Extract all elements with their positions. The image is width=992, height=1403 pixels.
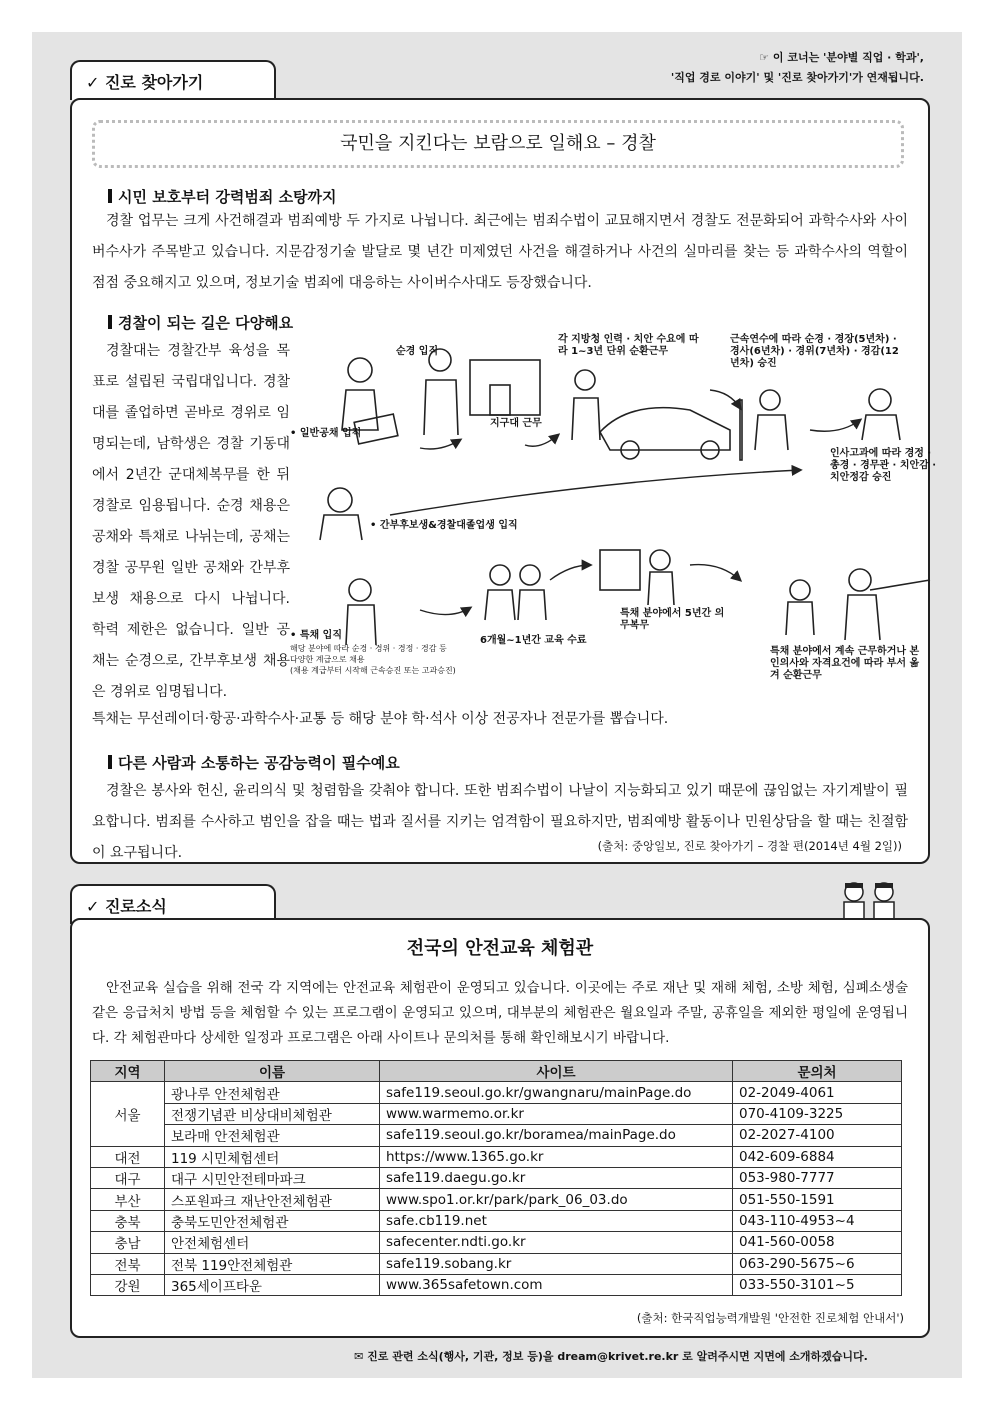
table-row [91, 1232, 902, 1253]
cell-region: 강원 [91, 1274, 165, 1295]
cell-contact: 051-550-1591 [733, 1189, 902, 1210]
label-5yr: 특채 분야에서 5년간 의무복무 [620, 608, 725, 631]
label-teukchae-note2: 다양한 계급으로 채용 [290, 655, 365, 664]
label-after: 특채 분야에서 계속 근무하거나 본인의사와 자격요건에 따라 부서 옮겨 순환근무 [770, 646, 920, 681]
table-row [91, 1210, 902, 1231]
cell-contact: 033-550-3101~5 [733, 1274, 902, 1295]
table-row [91, 1103, 902, 1124]
cell-region: 대구 [91, 1167, 165, 1188]
career-article-box [70, 98, 937, 864]
tab-career-news: ✓ 진로소식 [70, 884, 276, 924]
paragraph-police-university: 경찰대는 경찰간부 육성을 목표로 설립된 국립대입니다. 경찰대를 졸업하면 곧바로 경위로 임명되는데, 남학생은 경찰 기동대에서 2년간 군대체복무를 한 뒤 경찰로 임용됩니다. 순경 채용은 공채와 특채로 나뉘는데, 공채는 경찰 공무원 일반 공채와 간부후보생 채용으로 다시 나뉩니다. 학력 제한은 없습니다. 일반 공채는 순경으로, 간부후보생 채용은 경위로 임명됩니다. [92, 343, 290, 700]
cell-name: 보라매 안전체험관 [165, 1125, 380, 1146]
cell-contact: 02-2027-4100 [733, 1125, 902, 1146]
source-krivet: (출처: 한국직업능력개발원 '안전한 진로체험 안내서') [636, 1311, 904, 1325]
source-joongang: (출처: 중앙일보, 진로 찾아가기 – 경찰 편(2014년 4월 2일)) [597, 839, 902, 853]
table-row [91, 1189, 902, 1210]
cell-contact: 053-980-7777 [733, 1167, 902, 1188]
cell-name: 119 시민체험센터 [165, 1146, 380, 1167]
label-teukchae-note1: 해당 분야에 따라 순경 · 경위 · 경정 · 경감 등 [290, 644, 447, 653]
paragraph-police-work: 경찰 업무는 크게 사건해결과 범죄예방 두 가지로 나뉩니다. 최근에는 범죄수법이 교묘해지면서 경찰도 전문화되어 과학수사와 사이버수사가 주목받고 있습니다. 지문감정기술 발달로 몇 년간 미제였던 사건을 해결하거나 사건의 실마리를 찾는 등 과학수사의 역할이 점점 중요해지고 있으며, 정보기술 범죄에 대응하는 사이버수사대도 등장했습니다. [92, 213, 908, 291]
label-ganbu: • 간부후보생&경찰대졸업생 입직 [370, 520, 518, 531]
label-jigudae: 지구대 근무 [490, 418, 542, 429]
cell-name: 전북 119안전체험관 [165, 1253, 380, 1274]
table-row [91, 1146, 902, 1167]
header-contact: 문의처 [733, 1061, 902, 1082]
table-row [91, 1167, 902, 1188]
label-ilban: • 일반공채 입직 [290, 428, 362, 439]
cell-site[interactable]: safe119.seoul.go.kr/gwangnaru/mainPage.do [380, 1082, 733, 1103]
tab-career-search: ✓ 진로 찾아가기 [70, 60, 276, 100]
label-sungyeong: 순경 입직 [396, 346, 439, 357]
heading-paths: 경찰이 되는 길은 다양해요 [108, 312, 293, 333]
cell-site[interactable]: safe119.daegu.go.kr [380, 1167, 733, 1188]
header-name: 이름 [165, 1061, 380, 1082]
label-geunsok: 근속연수에 따라 순경 · 경장(5년차) · 경사(6년차) · 경위(7년차) · 경감(12년차) 승진 [730, 334, 899, 369]
label-teukchae: • 특채 입직 [290, 630, 342, 641]
cell-name: 365세이프타운 [165, 1274, 380, 1295]
career-news-box [70, 918, 930, 1338]
cell-region: 대전 [91, 1146, 165, 1167]
footer-contact-note: ✉ 진로 관련 소식(행사, 기관, 정보 등)을 dream@krivet.re.kr 로 알려주시면 지면에 소개하겠습니다. [354, 1350, 868, 1363]
article-title: 국민을 지킨다는 보람으로 일해요 – 경찰 [92, 120, 904, 168]
heading-citizen-protection: 시민 보호부터 강력범죄 소탕까지 [108, 186, 337, 207]
table-row [91, 1274, 902, 1295]
table-row [91, 1125, 902, 1146]
table-row [91, 1253, 902, 1274]
cell-site[interactable]: safe119.seoul.go.kr/boramea/mainPage.do [380, 1125, 733, 1146]
cell-name: 광나루 안전체험관 [165, 1082, 380, 1103]
cell-name: 안전체험센터 [165, 1232, 380, 1253]
cell-contact: 02-2049-4061 [733, 1082, 902, 1103]
corner-note: ☞ 이 코너는 '분야별 직업 · 학과', '직업 경로 이야기' 및 '진로 찾아가기'가 연재됩니다. [670, 51, 924, 84]
cell-site[interactable]: safe.cb119.net [380, 1210, 733, 1231]
header-site: 사이트 [380, 1061, 733, 1082]
table-header-row [91, 1061, 902, 1082]
cell-site[interactable]: www.spo1.or.kr/park/park_06_03.do [380, 1189, 733, 1210]
cell-site[interactable]: https://www.1365.go.kr [380, 1146, 733, 1167]
news-title: 전국의 안전교육 체험관 [406, 938, 594, 959]
table-row [91, 1082, 902, 1103]
heading-empathy: 다른 사람과 소통하는 공감능력이 필수예요 [108, 752, 400, 773]
cell-region: 전북 [91, 1253, 165, 1274]
cell-contact: 041-560-0058 [733, 1232, 902, 1253]
cell-name: 충북도민안전체험관 [165, 1210, 380, 1231]
cell-site[interactable]: www.warmemo.or.kr [380, 1103, 733, 1124]
label-insa: 인사고과에 따라 경정 · 총경 · 경무관 · 치안감 · 치안정감 승진 [830, 448, 937, 483]
cell-site[interactable]: safe119.sobang.kr [380, 1253, 733, 1274]
cell-name: 스포원파크 재난안전체험관 [165, 1189, 380, 1210]
label-edu: 6개월~1년간 교육 수료 [480, 635, 587, 646]
cell-region: 서울 [91, 1082, 165, 1146]
cell-site[interactable]: safecenter.ndti.go.kr [380, 1232, 733, 1253]
cell-contact: 063-290-5675~6 [733, 1253, 902, 1274]
cell-contact: 042-609-6884 [733, 1146, 902, 1167]
cell-region: 부산 [91, 1189, 165, 1210]
cell-name: 전쟁기념관 비상대비체험관 [165, 1103, 380, 1124]
label-teukchae-note3: (채용 계급부터 시작해 근속승진 또는 고과승진) [290, 666, 456, 675]
cell-site[interactable]: www.365safetown.com [380, 1274, 733, 1295]
header-region: 지역 [91, 1061, 165, 1082]
career-path-diagram [290, 334, 940, 710]
paragraph-empathy: 경찰은 봉사와 헌신, 윤리의식 및 청렴함을 갖춰야 합니다. 또한 범죄수법이 나날이 지능화되고 있기 때문에 끊임없는 자기계발이 필요합니다. 범죄를 수사하고 범인을 잡을 때는 법과 질서를 지키는 엄격함이 필요하지만, 범죄예방 활동이나 민원상담을 할 때는 친절함이 요구됩니다. [92, 783, 908, 861]
cell-name: 대구 시민안전테마파크 [165, 1167, 380, 1188]
paragraph-special-hire: 특채는 무선레이더·항공·과학수사·교통 등 해당 분야 학·석사 이상 전공자나 전문가를 뽑습니다. [92, 711, 669, 727]
cell-contact: 043-110-4953~4 [733, 1210, 902, 1231]
cell-region: 충남 [91, 1232, 165, 1253]
label-jibang: 각 지방청 인력 · 치안 수요에 따라 1~3년 단위 순환근무 [558, 334, 699, 357]
cell-region: 충북 [91, 1210, 165, 1231]
safety-center-table [90, 1060, 902, 1296]
news-intro: 안전교육 실습을 위해 전국 각 지역에는 안전교육 체험관이 운영되고 있습니다. 이곳에는 주로 재난 및 재해 체험, 소방 체험, 심폐소생술 같은 응급처치 방법 등을 체험할 수 있는 프로그램이 운영되고 있으며, 대부분의 체험관은 월요일과 주말, 공휴일을 제외한 평일에 운영됩니다. 각 체험관마다 상세한 일정과 프로그램은 아래 사이트나 문의처를 통해 확인해보시기 바랍니다. [92, 980, 908, 1046]
cell-contact: 070-4109-3225 [733, 1103, 902, 1124]
